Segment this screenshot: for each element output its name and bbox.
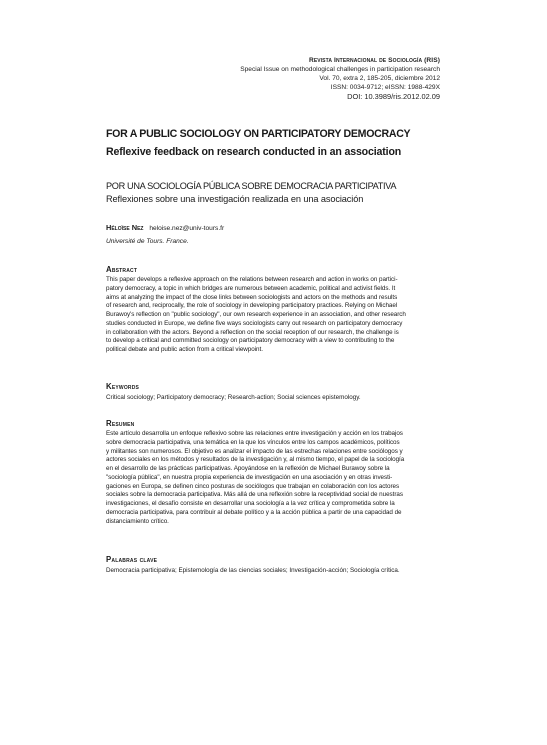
resumen-heading: Resumen xyxy=(106,419,135,428)
author-affiliation: Université de Tours. France. xyxy=(106,238,189,245)
volume-info: Vol. 70, extra 2, 185-205, diciembre 2012 xyxy=(319,75,440,83)
abstract-line: aims at analyzing the impact of the close links between sociologists and actors on the methods and results xyxy=(106,293,398,301)
abstract-line: patory democracy, a topic in which bridges are numerous between academic, political and activist fields. It xyxy=(106,284,396,292)
resumen-line: "sociología pública", en nuestra propia experiencia de investigación en una asociación y en otras investi- xyxy=(106,473,393,481)
resumen-line: actores sociales en los métodos y resultados de la investigación y, al mismo tiempo, el papel de la sociología xyxy=(106,456,405,464)
abstract-line: of research and, reciprocally, the role of sociology in developing participatory practices. Relying on Michael xyxy=(106,302,398,310)
resumen-line: gaciones en Europa, se definen cinco posturas de sociólogos que trabajan en colaboración con los actores xyxy=(106,482,400,490)
resumen-line: Este artículo desarrolla un enfoque reflexivo sobre las relaciones entre investigación y acción en los trabajos xyxy=(106,430,403,437)
abstract-line: studies conducted in Europe, we define five ways sociologists carry out research on participatory democracy xyxy=(106,319,403,327)
abstract-line: This paper develops a reflexive approach on the relations between research and action in works on partici- xyxy=(106,276,398,283)
keywords-text: Critical sociology; Participatory democracy; Research-action; Social sciences epistemology. xyxy=(106,394,361,401)
author-name: Héloïse Nez xyxy=(106,223,144,232)
abstract-heading: Abstract xyxy=(106,265,138,274)
abstract-line: Burawoy's reflection on "public sociology", our own research experience in an association, and other research xyxy=(106,311,406,318)
doi: DOI: 10.3989/ris.2012.02.09 xyxy=(347,92,440,102)
resumen-body xyxy=(106,430,442,526)
palabras-clave-text: Democracia participativa; Epistemología de las ciencias sociales; Investigación-acción; Sociología crítica. xyxy=(106,567,400,574)
abstract-line: political debate and public action from a critical viewpoint. xyxy=(106,346,263,353)
subtitle-spanish: Reflexiones sobre una investigación realizada en una asociación xyxy=(106,194,364,204)
journal-masthead xyxy=(180,56,440,101)
resumen-line: en el desarrollo de las prácticas participativas. Apoyándose en la reflexión de Michael Burawoy sobre la xyxy=(106,465,390,472)
resumen-line: distanciamiento crítico. xyxy=(106,517,169,525)
resumen-line: investigaciones, el desafío consiste en desarrollar una sociología a la vez crítica y comprometida sobre la xyxy=(106,500,395,507)
keywords-heading: Keywords xyxy=(106,382,140,391)
resumen-line: sobre democracia participativa, una temática en la que los vínculos entre los campos académicos, políticos xyxy=(106,438,400,446)
issn-info: ISSN: 0034-9712; eISSN: 1988-429X xyxy=(330,84,440,92)
resumen-line: y militantes son numerosos. El objetivo es analizar el impacto de las estrechas relaciones entre sociólogos y xyxy=(106,447,403,455)
abstract-line: to develop a critical and committed sociology on participatory democracy with a view to contributing to the xyxy=(106,337,395,345)
title-english: FOR A PUBLIC SOCIOLOGY ON PARTICIPATORY DEMOCRACY xyxy=(106,128,411,140)
author-email[interactable]: heloise.nez@univ-tours.fr xyxy=(149,225,225,232)
abstract-line: in collaboration with the actors. Beyond a reflection on the social reception of our research, the challenge is xyxy=(106,328,399,336)
author-line xyxy=(106,223,224,233)
resumen-line: sociales sobre la democracia participativa. Más allá de una reflexión sobre la receptividad social de nuestras xyxy=(106,491,403,499)
issue-note: Special Issue on methodological challenges in participation research xyxy=(240,66,440,74)
palabras-clave-heading: Palabras clave xyxy=(106,555,158,564)
resumen-line: democracia participativa, para contribuir al debate político y a la acción pública a partir de una capacidad de xyxy=(106,508,402,516)
journal-name: Revista Internacional de Sociología (RIS) xyxy=(308,57,440,64)
subtitle-english: Reflexive feedback on research conducted in an association xyxy=(106,146,402,158)
title-spanish: POR UNA SOCIOLOGÍA PÚBLICA SOBRE DEMOCRACIA PARTICIPATIVA xyxy=(106,181,397,191)
abstract-body xyxy=(106,276,442,355)
